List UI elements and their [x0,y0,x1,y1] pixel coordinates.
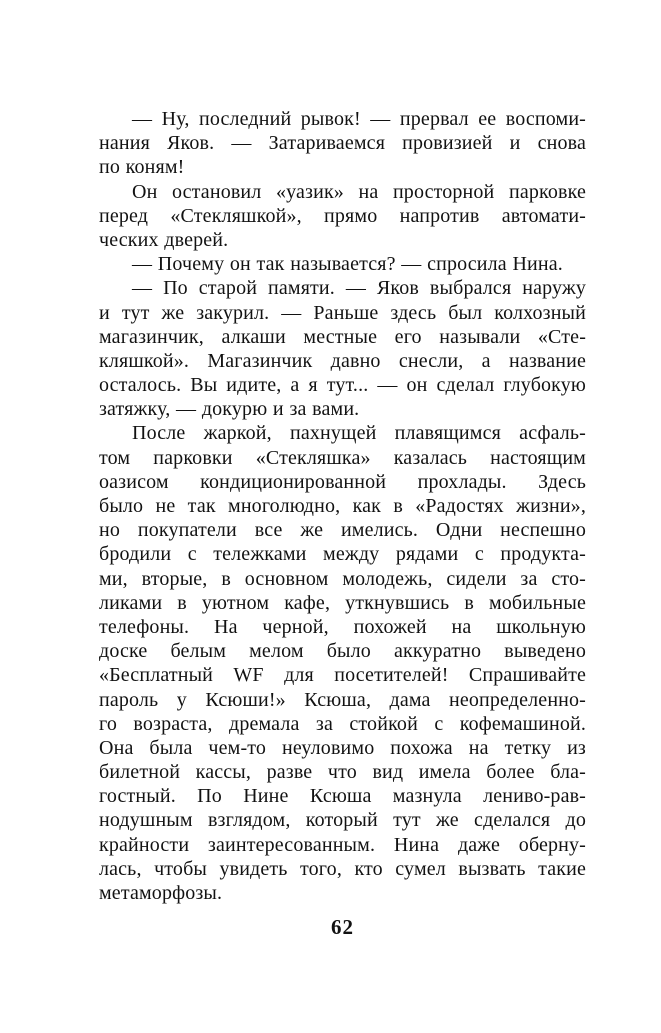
text-line: лась, чтобы увидеть того, кто сумел вызвать такие [99,857,586,880]
text-line: но покупатели все же имелись. Одни неспешно [99,519,586,542]
text-line: — Почему он так называется? — спросила Нина. [132,253,563,276]
text-line: нодушным взглядом, который тут же сделался до [99,809,586,832]
text-line: нания Яков. — Затариваемся провизией и снова [99,132,586,155]
text-line: ликами в уютном кафе, уткнувшись в мобильные [99,591,586,614]
text-line: кляшкой». Магазинчик давно снесли, а название [99,349,586,372]
text-line: го возраста, дремала за стойкой с кофемашиной. [99,712,586,735]
text-line: доске белым мелом было аккуратно выведено [99,640,586,663]
text-line: — По старой памяти. — Яков выбрался наружу [132,277,586,300]
text-line: и тут же закурил. — Раньше здесь был колхозный [99,301,586,324]
text-line: телефоны. На черной, похожей на школьную [99,615,586,638]
text-line: перед «Стекляшкой», прямо напротив автомати- [99,204,586,227]
page-number: 62 [331,915,354,939]
page-text-block [99,107,586,905]
text-line: «Бесплатный WF для посетителей! Спрашивайте [99,664,586,687]
text-line: пароль у Ксюши!» Ксюша, дама неопределенно- [99,688,586,711]
text-line: по коням! [99,156,185,179]
text-line: метаморфозы. [99,882,223,904]
text-line: Она была чем-то неуловимо похожа на тетку из [99,736,586,759]
text-line: было не так многолюдно, как в «Радостях жизни», [99,495,586,517]
text-line: том парковки «Стекляшка» казалась настоящим [99,446,586,469]
text-line: ми, вторые, в основном молодежь, сидели за сто- [99,567,586,590]
text-line: затяжку, — докурю и за вами. [99,398,360,421]
text-line: — Ну, последний рывок! — прервал ее воспоми- [132,108,586,130]
text-line: оазисом кондиционированной прохлады. Здесь [99,470,586,493]
text-line: билетной кассы, разве что вид имела более бла- [99,761,586,784]
text-line: Он остановил «уазик» на просторной парковке [132,180,586,203]
text-line: ческих дверей. [99,228,229,251]
text-line: магазинчик, алкаши местные его называли «Сте- [99,325,586,348]
text-line: крайности заинтересованным. Нина даже оберну- [99,833,586,856]
text-line: гостный. По Нине Ксюша мазнула лениво-рав- [99,785,586,808]
text-line: После жаркой, пахнущей плавящимся асфаль- [132,422,586,445]
text-line: осталось. Вы идите, а я тут... — он сделал глубокую [99,374,586,397]
text-line: бродили с тележками между рядами с продукта- [99,543,586,566]
